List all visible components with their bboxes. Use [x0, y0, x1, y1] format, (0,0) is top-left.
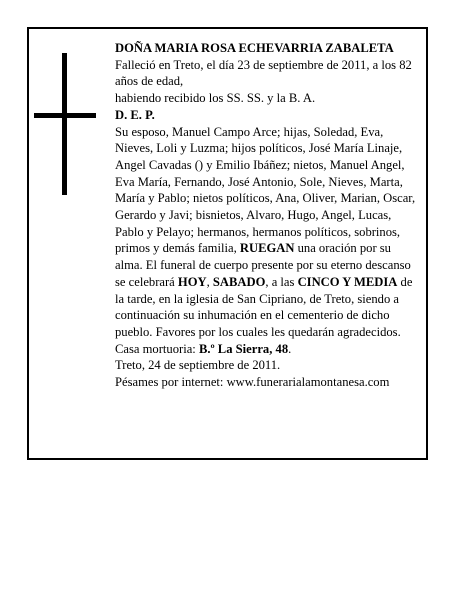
family-list: Su esposo, Manuel Campo Arce; hijas, Soledad, Eva, Nieves, Loli y Luzma; hijos políticos, José María Linaje, Angel Cavadas () y Emilio Ibáñez; nietos, Manuel Angel, Eva María, Fernando, José Antonio, Sole, Nieves, Marta, María y Pablo; nietos políticos, Ana, Oliver, Marian, Oscar, Gerardo y Javi; bisnietos, Alvaro, Hugo, Angel, Lucas, Pablo y Pelayo; hermanos, hermanos políticos, sobrinos, primos y demás familia, [115, 124, 416, 256]
sacraments-line: habiendo recibido los SS. SS. y la B. A. [115, 91, 316, 106]
cross-vertical-bar [62, 53, 67, 195]
funeral-time: CINCO Y MEDIA [297, 274, 398, 289]
death-announcement: Falleció en Treto, el día 23 de septiembre de 2011, a los 82 años de edad, [115, 57, 412, 89]
period: . [288, 341, 292, 356]
funeral-text-2: , a las [265, 274, 298, 289]
deceased-name: DOÑA MARIA ROSA ECHEVARRIA ZABALETA [115, 41, 394, 55]
funeral-text-1: una oración por su alma. El funeral de cuerpo presente por su eterno descanso se celebrará [115, 241, 411, 289]
pesames-line: Pésames por internet: www.funerarialamontanesa.com [115, 375, 390, 390]
sabado-word: SABADO [212, 274, 266, 289]
hoy-word: HOY [177, 274, 207, 289]
ruegan-word: RUEGAN [239, 241, 295, 256]
notice-text [115, 40, 421, 391]
rip-line: D. E. P. [115, 107, 155, 122]
date-line: Treto, 24 de septiembre de 2011. [115, 358, 281, 373]
cross-icon [34, 53, 96, 195]
funeral-text-3: de la tarde, en la iglesia de San Cipriano, de Treto, siendo a continuación su inhumación en el cementerio de dicho pueblo. Favores por los cuales les quedarán agradecidos. Casa mortuoria: [115, 274, 413, 356]
cross-horizontal-bar [34, 113, 96, 118]
family-paragraph [115, 124, 421, 358]
obituary-notice [27, 27, 428, 460]
casa-mortuoria: B.º La Sierra, 48 [198, 341, 289, 356]
comma: , [206, 274, 213, 289]
